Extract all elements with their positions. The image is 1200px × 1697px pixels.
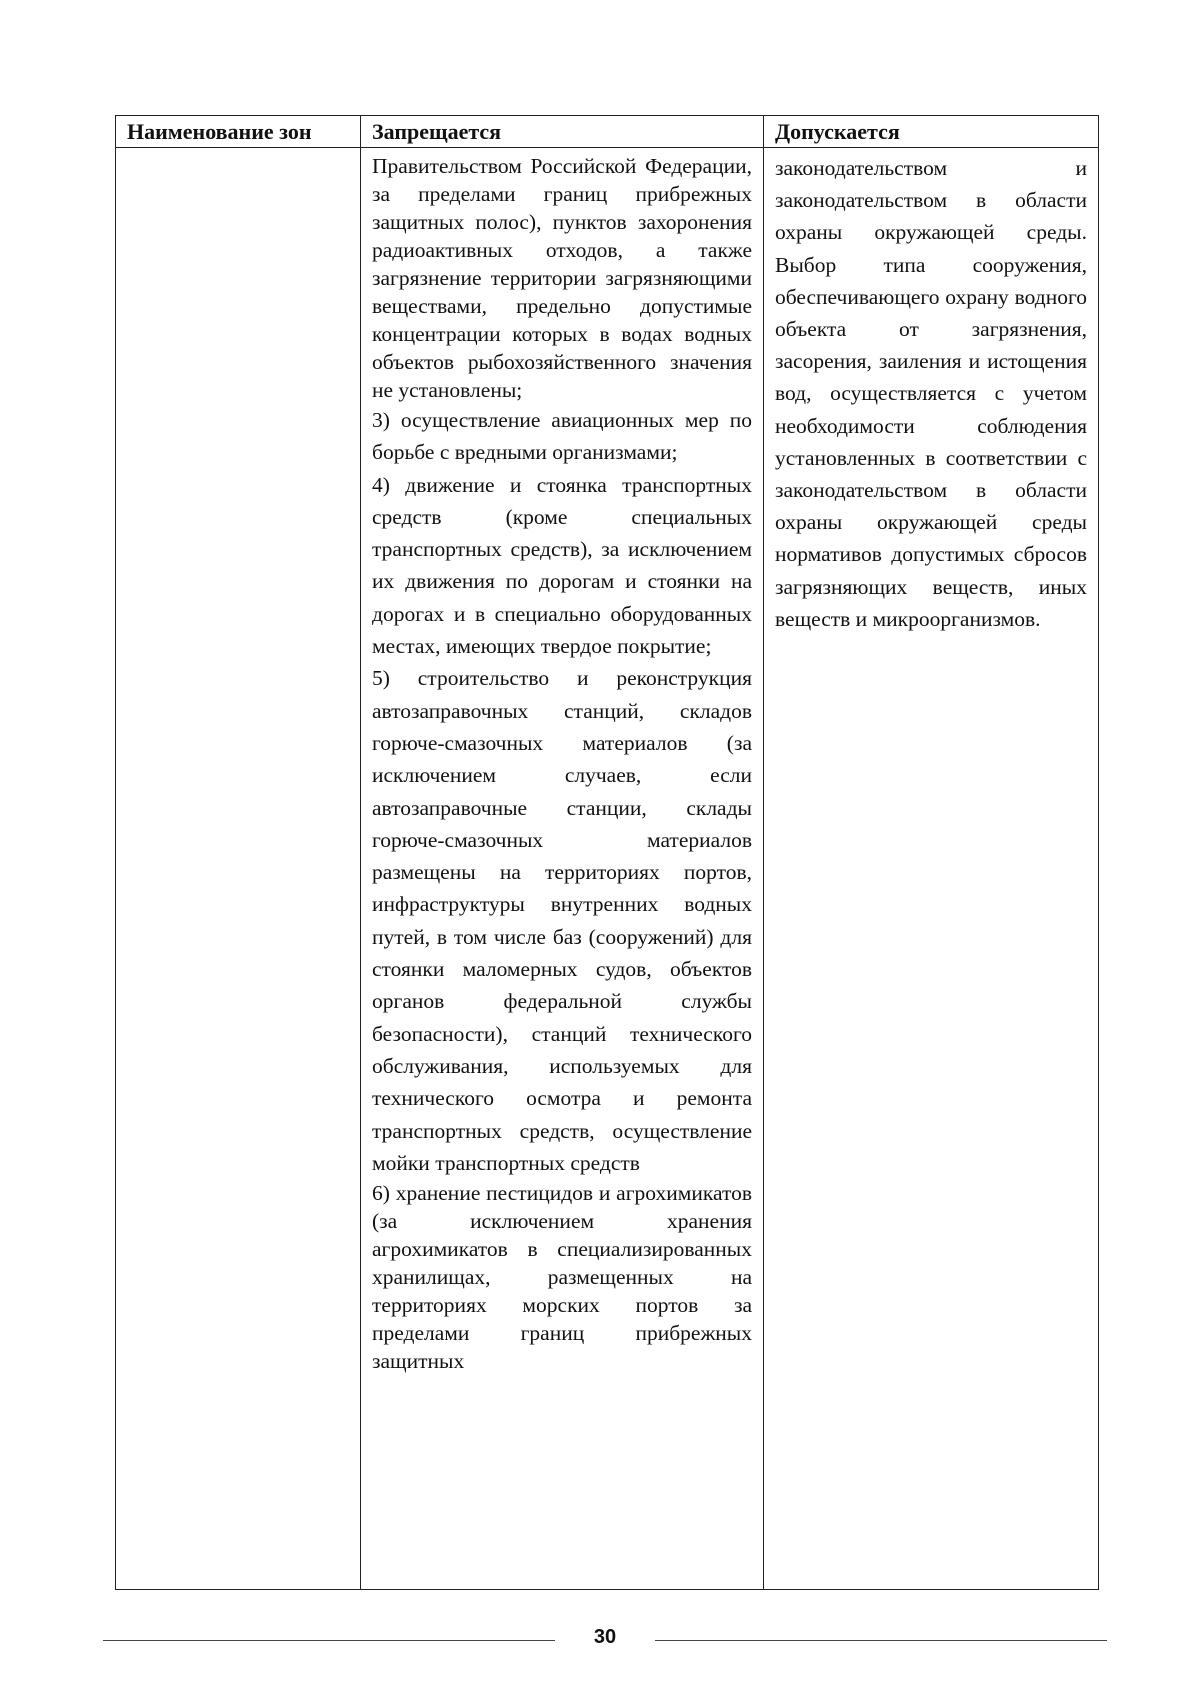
page-number: 30 [593, 1626, 617, 1648]
zone-name-cell [116, 148, 361, 1590]
prohibited-paragraph-1: Правительством Российской Федерации, за пределами границ прибрежных защитных полос), пунктов захоронения радиоактивных отходов, а также загрязнение территории загрязняющими веществами, предельно допустимые концентрации которых в водах водных объектов рыбохозяйственного значения не установлены; [372, 154, 752, 402]
header-permitted: Допускается [764, 116, 1099, 148]
prohibited-paragraph-2: 3) осуществление авиационных мер по борьбе с вредными организмами; [372, 408, 752, 465]
footer-rule-right [655, 1640, 1107, 1641]
table-header-row [116, 116, 1099, 148]
footer-rule-left [103, 1640, 555, 1641]
permitted-cell [764, 148, 1099, 1590]
zones-table [115, 115, 1099, 1590]
prohibited-paragraph-3: 4) движение и стоянка транспортных средств (кроме специальных транспортных средств), за исключением их движения по дорогам и стоянки на дорогах и в специально оборудованных местах, имеющих твердое покрытие; [372, 472, 752, 659]
permitted-paragraph: законодательством и законодательством в области охраны окружающей среды. Выбор типа сооружения, обеспечивающего охрану водного объекта от загрязнения, засорения, заиления и истощения вод, осуществляется с учетом необходимости соблюдения установленных в соответствии с законодательством в области охраны окружающей среды нормативов допустимых сбросов загрязняющих веществ, иных веществ и микроорганизмов. [775, 156, 1087, 631]
prohibited-cell [361, 148, 764, 1590]
prohibited-paragraph-4: 5) строительство и реконструкция автозаправочных станций, складов горюче-смазочных материалов (за исключением случаев, если автозаправочные станции, склады горюче-смазочных материалов размещены на территориях портов, инфраструктуры внутренних водных путей, в том числе баз (сооружений) для стоянки маломерных судов, объектов органов федеральной службы безопасности), станций технического обслуживания, используемых для технического осмотра и ремонта транспортных средств, осуществление мойки транспортных средств [372, 666, 752, 1175]
header-zone-name: Наименование зон [116, 116, 361, 148]
prohibited-paragraph-5: 6) хранение пестицидов и агрохимикатов (за исключением хранения агрохимикатов в специализированных хранилищах, размещенных на территориях морских портов за пределами границ прибрежных защитных [372, 1181, 752, 1374]
header-prohibited: Запрещается [361, 116, 764, 148]
page-footer [0, 1620, 1200, 1660]
table-row [116, 148, 1099, 1590]
